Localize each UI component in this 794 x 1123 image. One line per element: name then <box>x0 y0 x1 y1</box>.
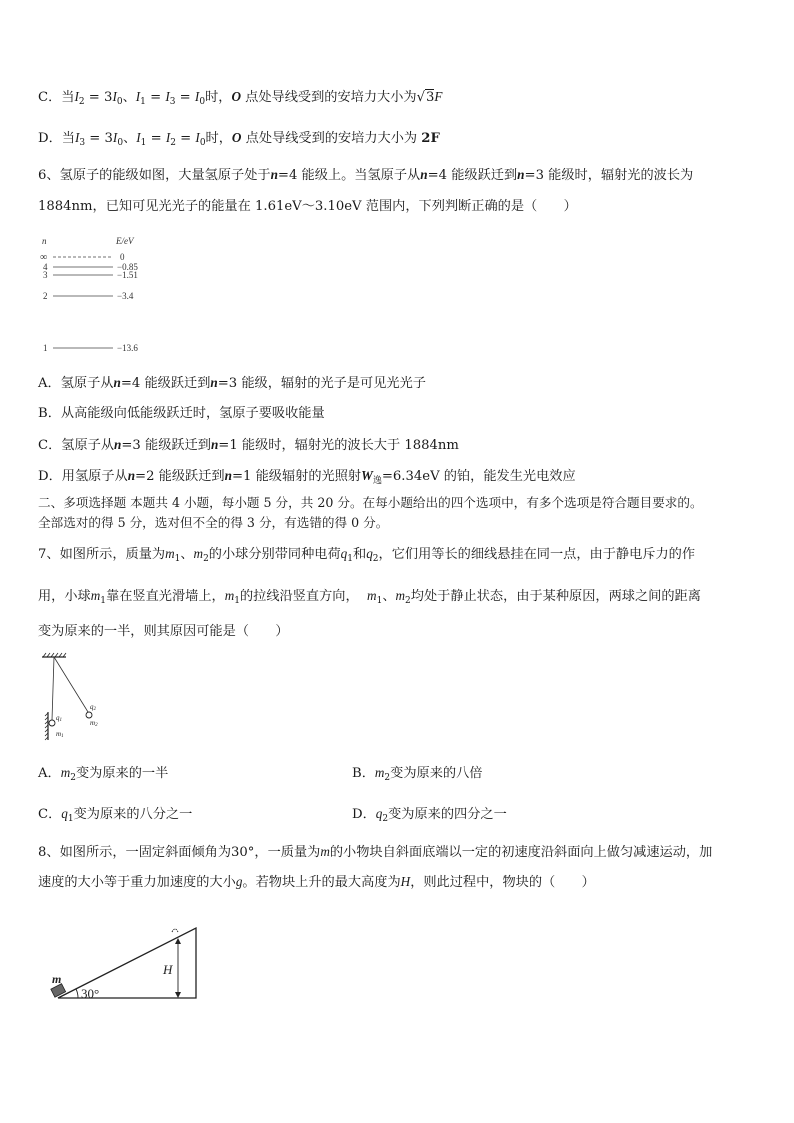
q5-option-c: C．当$I_2 = 3I_0$、$I_1 = I_3 = I_0$时，O 点处导线受到的安培力大小为√3F <box>38 89 443 107</box>
q6-option-b: B．从高能级向低能级跃迁时，氢原子要吸收能量 <box>38 406 325 421</box>
ball-m1 <box>49 720 55 726</box>
q7-stem-line3: 变为原来的一半，则其原因可能是（ ） <box>38 624 289 639</box>
q8-stem-line1: 8、如图所示，一固定斜面倾角为30°，一质量为m的小物块自斜面底端以一定的初速度沿斜面向上做匀减速运动，加 <box>38 844 713 860</box>
q6-stem-line2: 1884nm，已知可见光光子的能量在 1.61eV～3.10eV 范围内，下列判断正确的是（ ） <box>38 199 577 214</box>
incline-figure <box>44 922 204 1002</box>
energy-level-diagram <box>36 232 166 357</box>
q7-stem-line1: 7、如图所示，质量为$m_1$、$m_2$的小球分别带同种电荷$q_1$和$q_2$，它们用等长的细线悬挂在同一点，由于静电斥力的作 <box>38 546 696 564</box>
label-q1: q1 <box>56 714 62 723</box>
q7-options-row2 <box>38 805 738 824</box>
height-label: H <box>163 962 173 977</box>
label-q2: q2 <box>90 703 96 712</box>
q6-option-a: A．氢原子从n=4 能级跃迁到n=3 能级，辐射的光子是可见光光子 <box>38 375 426 391</box>
incline-triangle <box>58 928 196 998</box>
q5-option-d: D．当$I_3 = 3I_0$、$I_1 = I_2 = I_0$时，O 点处导线受到的安培力大小为 2F <box>38 130 440 148</box>
height-arrow-bottom <box>175 992 181 998</box>
ball-m2 <box>86 712 92 718</box>
string-1 <box>52 657 54 720</box>
level-n-inf: ∞ <box>40 252 48 263</box>
level-e-4: −0.85 <box>117 262 138 272</box>
n-axis-label: n <box>42 236 47 246</box>
q8-stem-line2: 速度的大小等于重力加速度的大小g。若物块上升的最大高度为H，则此过程中，物块的（ ） <box>38 874 595 890</box>
level-n-4: 4 <box>43 262 48 272</box>
level-n-3: 3 <box>43 270 48 280</box>
level-e-inf: 0 <box>120 252 125 262</box>
pendulum-figure <box>38 652 118 744</box>
level-n-2: 2 <box>43 291 48 301</box>
q7-stem-line2: 用，小球$m_1$靠在竖直光滑墙上，$m_1$的拉线沿竖直方向， $m_1$、$m_2$均处于静止状态，由于某种原因，两球之间的距离 <box>38 588 701 606</box>
level-n-1: 1 <box>43 343 48 353</box>
level-e-3: −1.51 <box>117 270 138 280</box>
q7-option-d: D．$q_2$变为原来的四分之一 <box>352 806 507 824</box>
q7-option-c: C．$q_1$变为原来的八分之一 <box>38 806 193 824</box>
string-2 <box>54 657 88 712</box>
q6-stem-line1: 6、氢原子的能级如图，大量氢原子处于n=4 能级上。当氢原子从n=4 能级跃迁到n=3 能级时，辐射光的波长为 <box>38 167 694 183</box>
angle-label: 30° <box>81 986 100 1001</box>
q7-options-row1 <box>38 764 738 783</box>
energy-axis-label: E/eV <box>116 236 134 246</box>
q6-option-c: C．氢原子从n=3 能级跃迁到n=1 能级时，辐射光的波长大于 1884nm <box>38 437 459 453</box>
section2-instructions-line1: 二、多项选择题 本题共 4 小题，每小题 5 分，共 20 分。在每小题给出的四个选项中，有多个选项是符合题目要求的。 <box>38 495 703 510</box>
q6-option-d: D．用氢原子从n=2 能级跃迁到n=1 能级辐射的光照射$W_逸=6.34eV$ 的铂，能发生光电效应 <box>38 468 576 486</box>
label-m1: m1 <box>56 730 64 739</box>
level-e-2: −3.4 <box>117 291 134 301</box>
label-m2: m2 <box>90 719 98 728</box>
mass-label: m <box>52 972 62 986</box>
top-marker-icon <box>172 929 178 932</box>
q7-option-b: B．$m_2$变为原来的八倍 <box>352 765 483 783</box>
q7-option-a: A．$m_2$变为原来的一半 <box>38 765 169 783</box>
section2-instructions-line2: 全部选对的得 5 分，选对但不全的得 3 分，有选错的得 0 分。 <box>38 515 389 530</box>
angle-arc <box>76 989 78 998</box>
level-e-1: −13.6 <box>117 343 138 353</box>
